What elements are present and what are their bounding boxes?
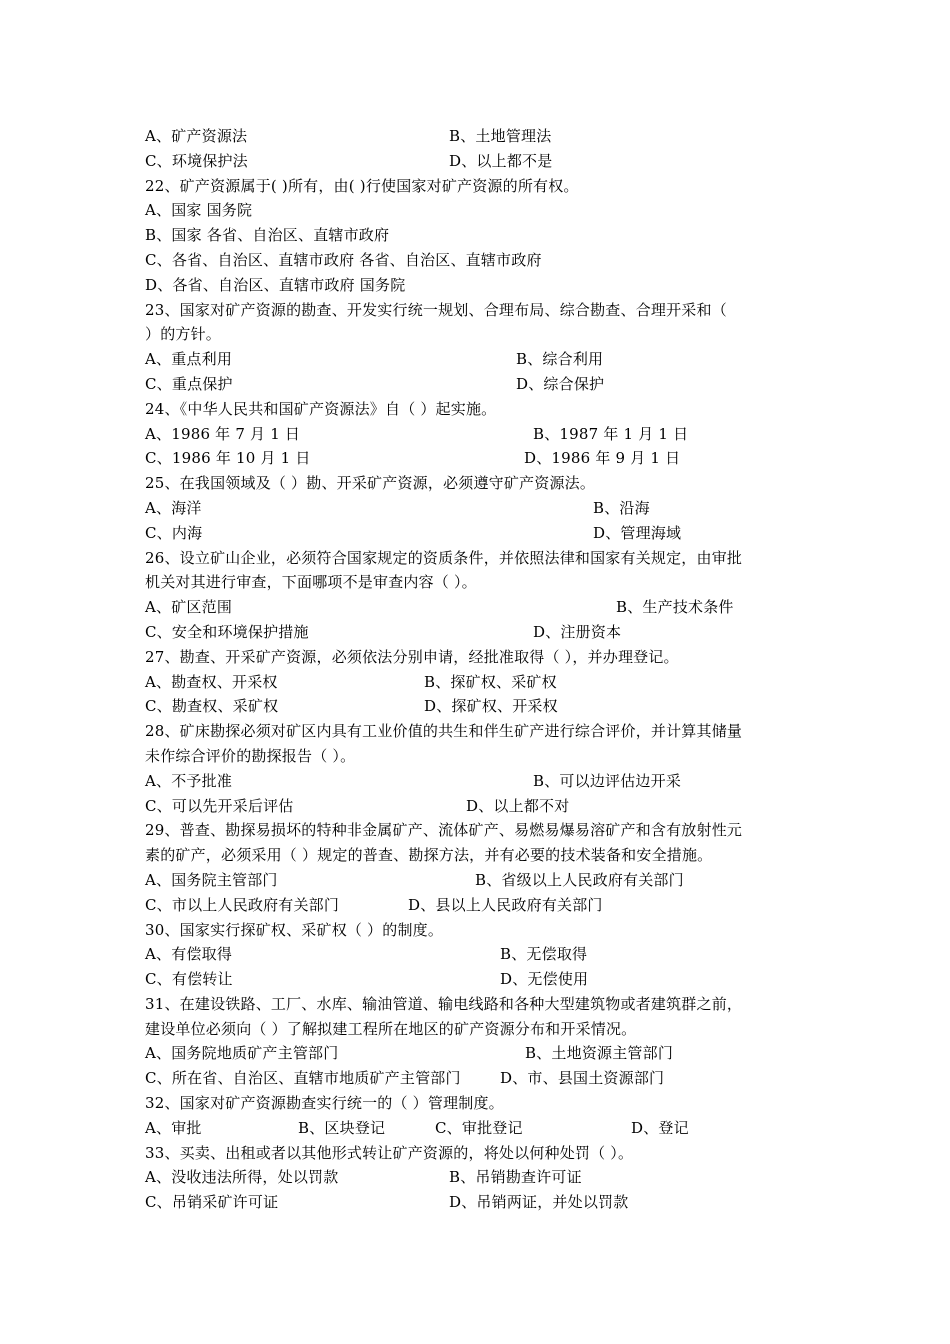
question-text-line	[145, 546, 810, 571]
option-text: D、综合保护	[516, 374, 605, 393]
options-row	[145, 372, 810, 397]
options-row	[145, 595, 810, 620]
question-text: 26、设立矿山企业，必须符合国家规定的资质条件，并依照法律和国家有关规定，由审批	[145, 548, 743, 567]
option-text: D、登记	[631, 1118, 689, 1137]
option-text: A、没收违法所得，处以罚款	[145, 1168, 339, 1187]
option-text: D、吊销两证，并处以罚款	[449, 1193, 629, 1212]
question-text-line	[145, 645, 810, 670]
question-text: 22、矿产资源属于( )所有，由( )行使国家对矿产资源的所有权。	[145, 176, 579, 195]
option-text: C、勘查权、采矿权	[145, 697, 279, 716]
options-row	[145, 521, 810, 546]
question-text-line	[145, 1017, 810, 1042]
option-text: A、勘查权、开采权	[145, 672, 278, 691]
option-text: A、1986 年 7 月 1 日	[145, 424, 301, 443]
options-row	[145, 967, 810, 992]
option-text: D、以上都不是	[449, 151, 553, 170]
question-text: 25、在我国领域及（ ）勘、开采矿产资源，必须遵守矿产资源法。	[145, 474, 596, 493]
option-text: C、安全和环境保护措施	[145, 622, 309, 641]
options-row	[145, 1165, 810, 1190]
option-text: C、内海	[145, 523, 203, 542]
option-text: D、注册资本	[533, 622, 622, 641]
question-text-line	[145, 992, 810, 1017]
option-text: B、生产技术条件	[616, 598, 734, 617]
options-row	[145, 694, 810, 719]
question-text-line	[145, 918, 810, 943]
option-text: B、无偿取得	[500, 945, 588, 964]
options-row	[145, 794, 810, 819]
question-list	[145, 124, 810, 1215]
option-text: A、海洋	[145, 498, 202, 517]
option-text: C、市以上人民政府有关部门	[145, 895, 340, 914]
options-row	[145, 1066, 810, 1091]
options-row	[145, 893, 810, 918]
question-text: 24、《中华人民共和国矿产资源法》自（ ）起实施。	[145, 399, 497, 418]
question-text-line	[145, 1091, 810, 1116]
question-text: 32、国家对矿产资源勘查实行统一的（ ）管理制度。	[145, 1094, 504, 1113]
option-text: B、国家 各省、自治区、直辖市政府	[145, 226, 390, 245]
option-text: D、管理海域	[593, 523, 682, 542]
question-text-line	[145, 298, 810, 323]
option-text: D、市、县国土资源部门	[500, 1069, 665, 1088]
option-text: C、重点保护	[145, 374, 233, 393]
option-text: B、沿海	[593, 498, 650, 517]
option-text: C、1986 年 10 月 1 日	[145, 449, 311, 468]
option-text: D、无偿使用	[500, 970, 589, 989]
option-text: B、土地资源主管部门	[525, 1044, 674, 1063]
options-row	[145, 273, 810, 298]
question-text: 素的矿产，必须采用（ ）规定的普查、勘探方法，并有必要的技术装备和安全措施。	[145, 846, 713, 865]
options-row	[145, 1041, 810, 1066]
option-text: B、可以边评估边开采	[533, 771, 682, 790]
question-text: 23、国家对矿产资源的勘查、开发实行统一规划、合理布局、综合勘查、合理开采和（	[145, 300, 727, 319]
option-text: A、审批	[145, 1118, 202, 1137]
option-text: C、所在省、自治区、直辖市地质矿产主管部门	[145, 1069, 461, 1088]
question-text: 29、普查、勘探易损坏的特种非金属矿产、流体矿产、易燃易爆易溶矿产和含有放射性元	[145, 821, 743, 840]
option-text: A、不予批准	[145, 771, 233, 790]
option-text: D、1986 年 9 月 1 日	[524, 449, 681, 468]
question-text-line	[145, 719, 810, 744]
question-text-line	[145, 818, 810, 843]
option-text: B、省级以上人民政府有关部门	[475, 870, 684, 889]
option-text: C、有偿转让	[145, 970, 233, 989]
options-row	[145, 769, 810, 794]
option-text: A、国务院主管部门	[145, 870, 278, 889]
options-row	[145, 223, 810, 248]
options-row	[145, 1190, 810, 1215]
question-text: 建设单位必须向（ ）了解拟建工程所在地区的矿产资源分布和开采情况。	[145, 1019, 637, 1038]
question-text: 未作综合评价的勘探报告（ ）。	[145, 746, 356, 765]
options-row	[145, 198, 810, 223]
options-row	[145, 942, 810, 967]
options-row	[145, 347, 810, 372]
option-text: A、国务院地质矿产主管部门	[145, 1044, 339, 1063]
option-text: B、1987 年 1 月 1 日	[533, 424, 689, 443]
question-text: 27、勘查、开采矿产资源，必须依法分别申请，经批准取得（ ），并办理登记。	[145, 647, 679, 666]
option-text: D、各省、自治区、直辖市政府 国务院	[145, 275, 406, 294]
question-text: 机关对其进行审查，下面哪项不是审查内容（ ）。	[145, 573, 477, 592]
question-text-line	[145, 1141, 810, 1166]
options-row	[145, 620, 810, 645]
option-text: D、以上都不对	[466, 796, 570, 815]
options-row	[145, 124, 810, 149]
option-text: A、国家 国务院	[145, 201, 253, 220]
question-text: 31、在建设铁路、工厂、水库、输油管道、输电线路和各种大型建筑物或者建筑群之前，	[145, 994, 743, 1013]
option-text: B、吊销勘查许可证	[449, 1168, 582, 1187]
options-row	[145, 248, 810, 273]
question-text-line	[145, 843, 810, 868]
options-row	[145, 149, 810, 174]
question-text: 30、国家实行探矿权、采矿权（ ）的制度。	[145, 920, 444, 939]
question-text-line	[145, 744, 810, 769]
question-text: ）的方针。	[145, 325, 222, 344]
question-text: 33、买卖、出租或者以其他形式转让矿产资源的，将处以何种处罚（ ）。	[145, 1143, 634, 1162]
option-text: A、重点利用	[145, 350, 233, 369]
options-row	[145, 496, 810, 521]
option-text: C、审批登记	[435, 1118, 523, 1137]
question-text-line	[145, 174, 810, 199]
options-row	[145, 1116, 810, 1141]
question-text-line	[145, 322, 810, 347]
question-text-line	[145, 471, 810, 496]
question-text-line	[145, 397, 810, 422]
option-text: B、综合利用	[516, 350, 604, 369]
option-text: B、土地管理法	[449, 127, 552, 145]
question-text: 28、矿床勘探必须对矿区内具有工业价值的共生和伴生矿产进行综合评价，并计算其储量	[145, 722, 743, 741]
option-text: B、区块登记	[298, 1118, 386, 1137]
options-row	[145, 670, 810, 695]
option-text: D、县以上人民政府有关部门	[408, 895, 603, 914]
option-text: B、探矿权、采矿权	[424, 672, 557, 691]
question-text-line	[145, 570, 810, 595]
option-text: C、环境保护法	[145, 151, 248, 170]
option-text: C、吊销采矿许可证	[145, 1193, 279, 1212]
options-row	[145, 446, 810, 471]
option-text: A、矿产资源法	[145, 127, 248, 145]
options-row	[145, 868, 810, 893]
option-text: D、探矿权、开采权	[424, 697, 558, 716]
options-row	[145, 422, 810, 447]
option-text: C、各省、自治区、直辖市政府 各省、自治区、直辖市政府	[145, 250, 542, 269]
option-text: A、矿区范围	[145, 598, 233, 617]
option-text: C、可以先开采后评估	[145, 796, 294, 815]
option-text: A、有偿取得	[145, 945, 233, 964]
